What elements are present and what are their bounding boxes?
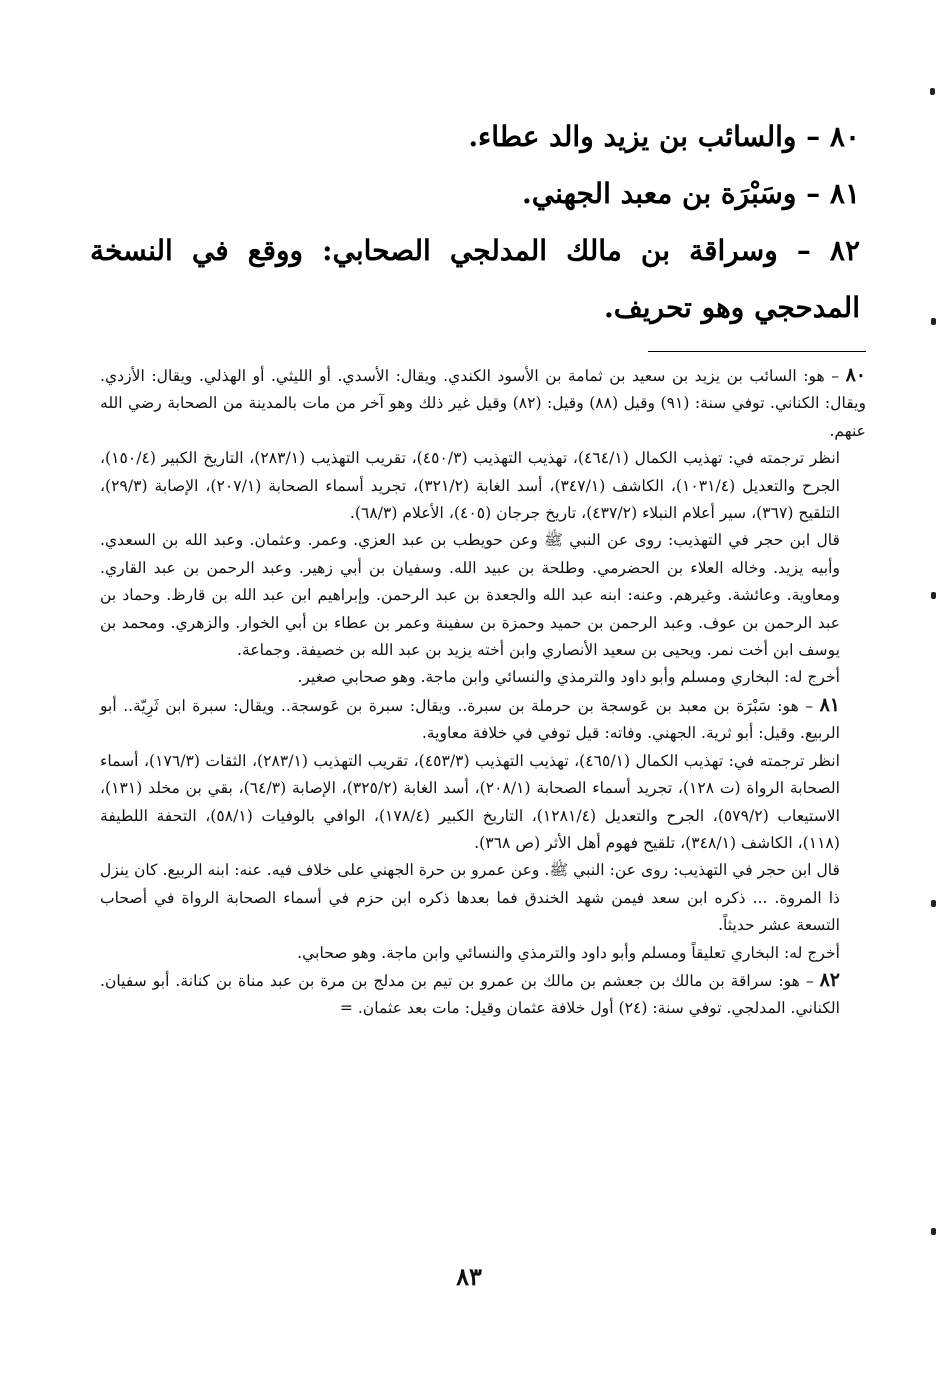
footnote-81-collections: أخرج له: البخاري تعليقاً ومسلم وأبو داود والترمذي والنسائي وابن ماجة. وهو صحابي. (297, 943, 840, 962)
footnote-number: ٨٢ (819, 968, 840, 991)
footnote-81-sources: انظر ترجمته في: تهذيب الكمال (٤٦٥/١)، تهذيب التهذيب (٤٥٣/٣)، تقريب التهذيب (٢٨٣/١)، الثقات (١٧٦/٣)، أسماء الصحابة الرواة (ت ١٢٨)، تجريد أسماء الصحابة (٢٠٨/١)، أسد الغابة (٣٢٥/٢)، الإصابة (٦٤/٣)، بقي بن مخلد (١٣١)، الاستيعاب (٥٧٩/٢)، الجرح والتعديل (١٢٨١/٤)، التاريخ الكبير (١٧٨/٤)، الوافي بالوفيات (٥٨/١)، التحفة اللطيفة (١١٨)، الكاشف (٣٤٨/١)، تلقيح فهوم أهل الأثر (ص ٣٦٨). (100, 751, 840, 852)
footnote-80-intro (100, 362, 866, 445)
page-number: ٨٣ (456, 1262, 482, 1291)
footnote-81-narrators: قال ابن حجر في التهذيب: روى عن: النبي ﷺ. وعن عمرو بن حرة الجهني على خلاف فيه. عنه: ابنه الربيع. كان ينزل ذا المروة. ... ذكره ابن سعد فيمن شهد الخندق فما بعدها ذكره ابن حزم في أسماء الصحابة الرواة في أصحاب التسعة عشر حديثاً. (100, 861, 840, 935)
footnote-separator (648, 351, 866, 352)
scan-mark (930, 88, 935, 95)
footnote-81-intro (100, 692, 866, 748)
footnote-80-narrators: قال ابن حجر في التهذيب: روى عن النبي ﷺ وعن حويطب بن عبد العزي. وعمر. وعثمان. وعبد الله بن السعدي. وأبيه يزيد. وخاله العلاء بن الحضرمي. وطلحة بن عبيد الله. وسفيان بن أبي زهير. وعبد الرحمن بن عبد القاري. ومعاوية. وعائشة. وغيرهم. وعنه: ابنه عبد الله والجعدة بن عبد الرحمن. وإبراهيم ابن عبد الله بن قارظ. وحماد بن عبد الرحمن بن عوف. وعبد الرحمن بن حميد وحمزة بن سفينة وعمر بن عطاء بن أبي الخوار. والزهري. ومحمد بن يوسف ابن أخت نمر. ويحيى بن سعيد الأنصاري وابن أخته يزيد بن عبد الله بن خصيفة. وجماعة. (100, 531, 840, 660)
footnote-number: ٨٠ (845, 364, 866, 386)
scan-mark (931, 592, 936, 599)
entry-80: ٨٠ – والسائب بن يزيد والد عطاء. (468, 120, 860, 153)
footnote-80-collections: أخرج له: البخاري ومسلم وأبو داود والترمذي والنسائي وابن ماجة. وهو صحابي صغير. (297, 668, 840, 687)
scan-mark (931, 318, 936, 325)
entry-81: ٨١ – وسَبْرَة بن معبد الجهني. (522, 177, 860, 210)
footnote-text: – هو: سَبْرَة بن معبد بن عَوسجة بن حرملة بن سبرة.. ويقال: سبرة بن عَوسجة.. ويقال: سبرة ابن ثَرِيّة.. أبو الربيع. وقيل: أبو ثرية. الجهني. وفاته: قيل توفي في خلافة معاوية. (100, 696, 840, 743)
footnote-number: ٨١ (819, 693, 840, 716)
footnote-82-intro (100, 967, 866, 1023)
footnote-text: – هو: السائب بن يزيد بن سعيد بن ثمامة بن الأسود الكندي. ويقال: الأسدي. أو الليثي. أو الهذلي. ويقال: الأزدي. ويقال: الكناني. توفي سنة: (٩١) وقيل (٨٨) وقيل: (٨٢) وقيل غير ذلك وهو آخر من مات بالمدينة من الصحابة رضي الله عنهم. (100, 367, 866, 440)
main-text (90, 108, 860, 336)
scan-mark (931, 900, 936, 907)
scan-mark (931, 1228, 936, 1235)
footnote-80-sources: انظر ترجمته في: تهذيب الكمال (٤٦٤/١)، تهذيب التهذيب (٤٥٠/٣)، تقريب التهذيب (٢٨٣/١)، التاريخ الكبير (١٥٠/٤)، الجرح والتعديل (١٠٣١/٤)، الكاشف (٣٤٧/١)، أسد الغابة (٣٢١/٢)، تجريد أسماء الصحابة (٢٠٧/١)، الإصابة (٢٩/٣)، التلقيح (٣٦٧)، سير أعلام النبلاء (٤٣٧/٢)، تاريخ جرجان (٤٠٥)، الأعلام (٦٨/٣). (100, 449, 840, 523)
footnote-text: – هو: سراقة بن مالك بن جعشم بن مالك بن عمرو بن تيم بن مدلج بن مرة بن عبد مناة بن كنانة. أبو سفيان. الكناني. المدلجي. توفي سنة: (٢٤) أول خلافة عثمان وقيل: مات بعد عثمان. = (100, 971, 840, 1018)
footnotes (100, 362, 866, 1023)
entry-82: ٨٢ – وسراقة بن مالك المدلجي الصحابي: ووقع في النسخة المدحجي وهو تحريف. (90, 234, 860, 324)
